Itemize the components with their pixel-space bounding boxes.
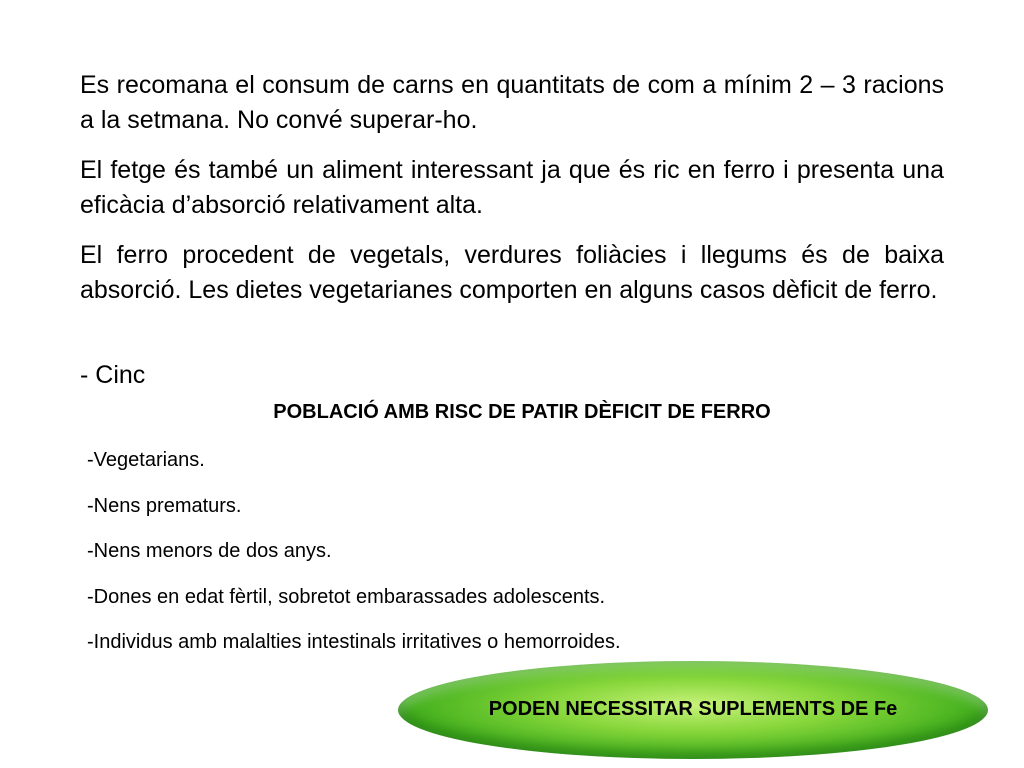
list-item: -Vegetarians.: [87, 449, 205, 471]
risk-population-heading: POBLACIÓ AMB RISC DE PATIR DÈFICIT DE FERRO: [273, 401, 771, 423]
list-item: -Nens menors de dos anys.: [87, 540, 332, 562]
supplements-callout-text: PODEN NECESSITAR SUPLEMENTS DE Fe: [488, 698, 898, 720]
paragraph-zinc: - Cinc: [80, 361, 146, 389]
paragraph-meat-consumption: Es recomana el consum de carns en quantitats de com a mínim 2 – 3 racions a la setmana. No convé superar-ho.: [80, 71, 944, 134]
list-item: -Individus amb malalties intestinals irritatives o hemorroides.: [87, 631, 621, 653]
paragraph-vegetable-iron: El ferro procedent de vegetals, verdures foliàcies i llegums és de baixa absorció. Les dietes vegetarianes comporten en alguns casos dèficit de ferro.: [80, 241, 944, 304]
paragraph-liver: El fetge és també un aliment interessant ja que és ric en ferro i presenta una eficàcia d’absorció relativament alta.: [80, 156, 944, 219]
list-item: -Nens prematurs.: [87, 494, 242, 517]
list-item: -Dones en edat fèrtil, sobretot embarassades adolescents.: [87, 585, 606, 608]
risk-population-list: [87, 447, 621, 675]
supplements-callout-ellipse: [398, 661, 988, 759]
